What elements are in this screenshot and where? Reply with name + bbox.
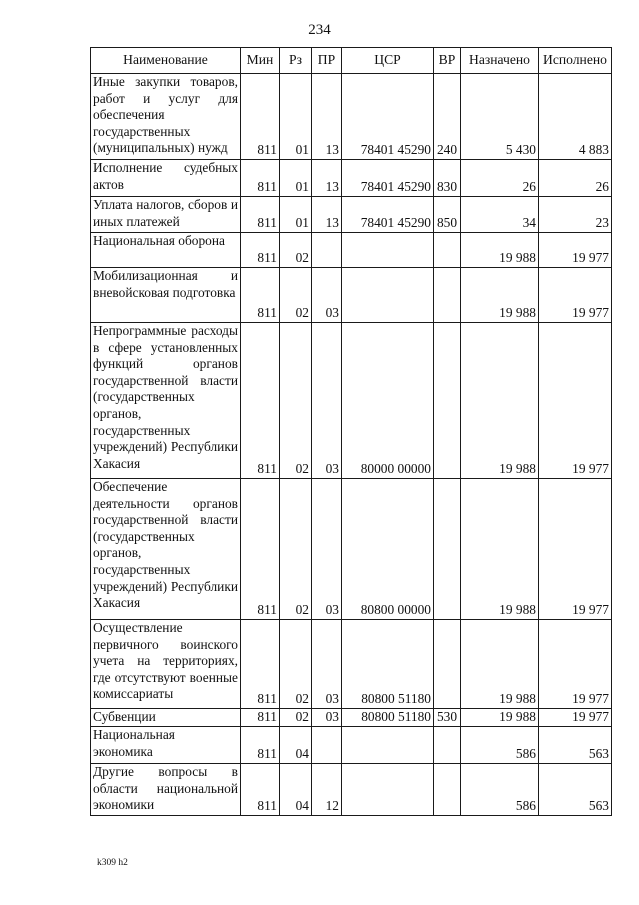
row-assigned: 19 988	[461, 620, 539, 709]
row-name: Уплата налогов, сборов и иных платежей	[91, 197, 241, 233]
row-assigned: 586	[461, 727, 539, 764]
table-row	[91, 727, 612, 764]
row-rz: 02	[280, 479, 312, 620]
row-min: 811	[241, 709, 280, 727]
row-csr	[342, 268, 434, 323]
row-rz: 02	[280, 709, 312, 727]
row-name: Другие вопросы в области национальной экономики	[91, 764, 241, 816]
row-name: Национальная оборона	[91, 233, 241, 268]
row-executed: 19 977	[539, 268, 612, 323]
document-code: k309 h2	[97, 858, 128, 868]
table-row	[91, 479, 612, 620]
header-executed: Исполнено	[539, 48, 612, 74]
row-executed: 19 977	[539, 479, 612, 620]
row-min: 811	[241, 74, 280, 160]
row-assigned: 19 988	[461, 323, 539, 479]
header-min: Мин	[241, 48, 280, 74]
budget-table	[90, 47, 612, 816]
row-min: 811	[241, 268, 280, 323]
row-csr	[342, 233, 434, 268]
row-rz: 04	[280, 764, 312, 816]
row-rz: 02	[280, 233, 312, 268]
page-number: 234	[308, 22, 331, 38]
row-name: Иные закупки товаров, работ и услуг для обеспечения государственных (муниципальных) нужд	[91, 74, 241, 160]
row-csr	[342, 764, 434, 816]
row-pr: 13	[312, 160, 342, 197]
row-min: 811	[241, 233, 280, 268]
row-rz: 01	[280, 74, 312, 160]
row-pr	[312, 727, 342, 764]
table-row	[91, 197, 612, 233]
row-name: Исполнение судебных актов	[91, 160, 241, 197]
row-csr: 80800 51180	[342, 620, 434, 709]
row-assigned: 19 988	[461, 479, 539, 620]
row-rz: 01	[280, 197, 312, 233]
row-vr: 850	[434, 197, 461, 233]
row-rz: 02	[280, 620, 312, 709]
row-min: 811	[241, 197, 280, 233]
header-vr: ВР	[434, 48, 461, 74]
row-pr: 12	[312, 764, 342, 816]
row-min: 811	[241, 727, 280, 764]
table-row	[91, 233, 612, 268]
row-pr: 13	[312, 197, 342, 233]
row-pr: 03	[312, 709, 342, 727]
row-executed: 563	[539, 764, 612, 816]
row-pr: 13	[312, 74, 342, 160]
row-executed: 4 883	[539, 74, 612, 160]
row-assigned: 19 988	[461, 709, 539, 727]
row-min: 811	[241, 323, 280, 479]
row-vr	[434, 620, 461, 709]
row-vr: 240	[434, 74, 461, 160]
row-name: Мобилизационная и вневойсковая подготовка	[91, 268, 241, 323]
table-row	[91, 268, 612, 323]
row-name: Непрограммные расходы в сфере установленных функций органов государственной власти (государственных органов, государственных учреждений) Республики Хакасия	[91, 323, 241, 479]
header-pr: ПР	[312, 48, 342, 74]
row-vr	[434, 233, 461, 268]
table-row	[91, 160, 612, 197]
row-min: 811	[241, 764, 280, 816]
row-executed: 19 977	[539, 233, 612, 268]
row-min: 811	[241, 160, 280, 197]
row-assigned: 26	[461, 160, 539, 197]
row-executed: 23	[539, 197, 612, 233]
row-min: 811	[241, 620, 280, 709]
row-csr: 80800 00000	[342, 479, 434, 620]
row-pr: 03	[312, 620, 342, 709]
row-pr: 03	[312, 323, 342, 479]
row-assigned: 19 988	[461, 268, 539, 323]
table-header-row	[91, 48, 612, 74]
row-assigned: 586	[461, 764, 539, 816]
row-name: Осуществление первичного воинского учета на территориях, где отсутствуют военные комиссариаты	[91, 620, 241, 709]
row-name: Национальная экономика	[91, 727, 241, 764]
row-vr: 830	[434, 160, 461, 197]
row-vr	[434, 268, 461, 323]
row-vr: 530	[434, 709, 461, 727]
row-name: Субвенции	[91, 709, 241, 727]
row-rz: 01	[280, 160, 312, 197]
header-csr: ЦСР	[342, 48, 434, 74]
row-vr	[434, 764, 461, 816]
row-csr: 78401 45290	[342, 160, 434, 197]
row-csr: 80800 51180	[342, 709, 434, 727]
row-assigned: 19 988	[461, 233, 539, 268]
table-row	[91, 709, 612, 727]
row-vr	[434, 727, 461, 764]
row-assigned: 34	[461, 197, 539, 233]
row-executed: 26	[539, 160, 612, 197]
row-vr	[434, 479, 461, 620]
row-csr	[342, 727, 434, 764]
row-rz: 02	[280, 323, 312, 479]
row-csr: 78401 45290	[342, 74, 434, 160]
row-executed: 19 977	[539, 323, 612, 479]
row-csr: 80000 00000	[342, 323, 434, 479]
row-rz: 02	[280, 268, 312, 323]
table-row	[91, 620, 612, 709]
header-rz: Рз	[280, 48, 312, 74]
row-name: Обеспечение деятельности органов государственной власти (государственных органов, государственных учреждений) Республики Хакасия	[91, 479, 241, 620]
row-pr: 03	[312, 479, 342, 620]
row-executed: 563	[539, 727, 612, 764]
table-row	[91, 764, 612, 816]
row-assigned: 5 430	[461, 74, 539, 160]
header-assigned: Назначено	[461, 48, 539, 74]
row-executed: 19 977	[539, 709, 612, 727]
row-pr	[312, 233, 342, 268]
table-row	[91, 74, 612, 160]
row-rz: 04	[280, 727, 312, 764]
row-executed: 19 977	[539, 620, 612, 709]
table-row	[91, 323, 612, 479]
header-name: Наименование	[91, 48, 241, 74]
row-min: 811	[241, 479, 280, 620]
row-vr	[434, 323, 461, 479]
row-csr: 78401 45290	[342, 197, 434, 233]
row-pr: 03	[312, 268, 342, 323]
